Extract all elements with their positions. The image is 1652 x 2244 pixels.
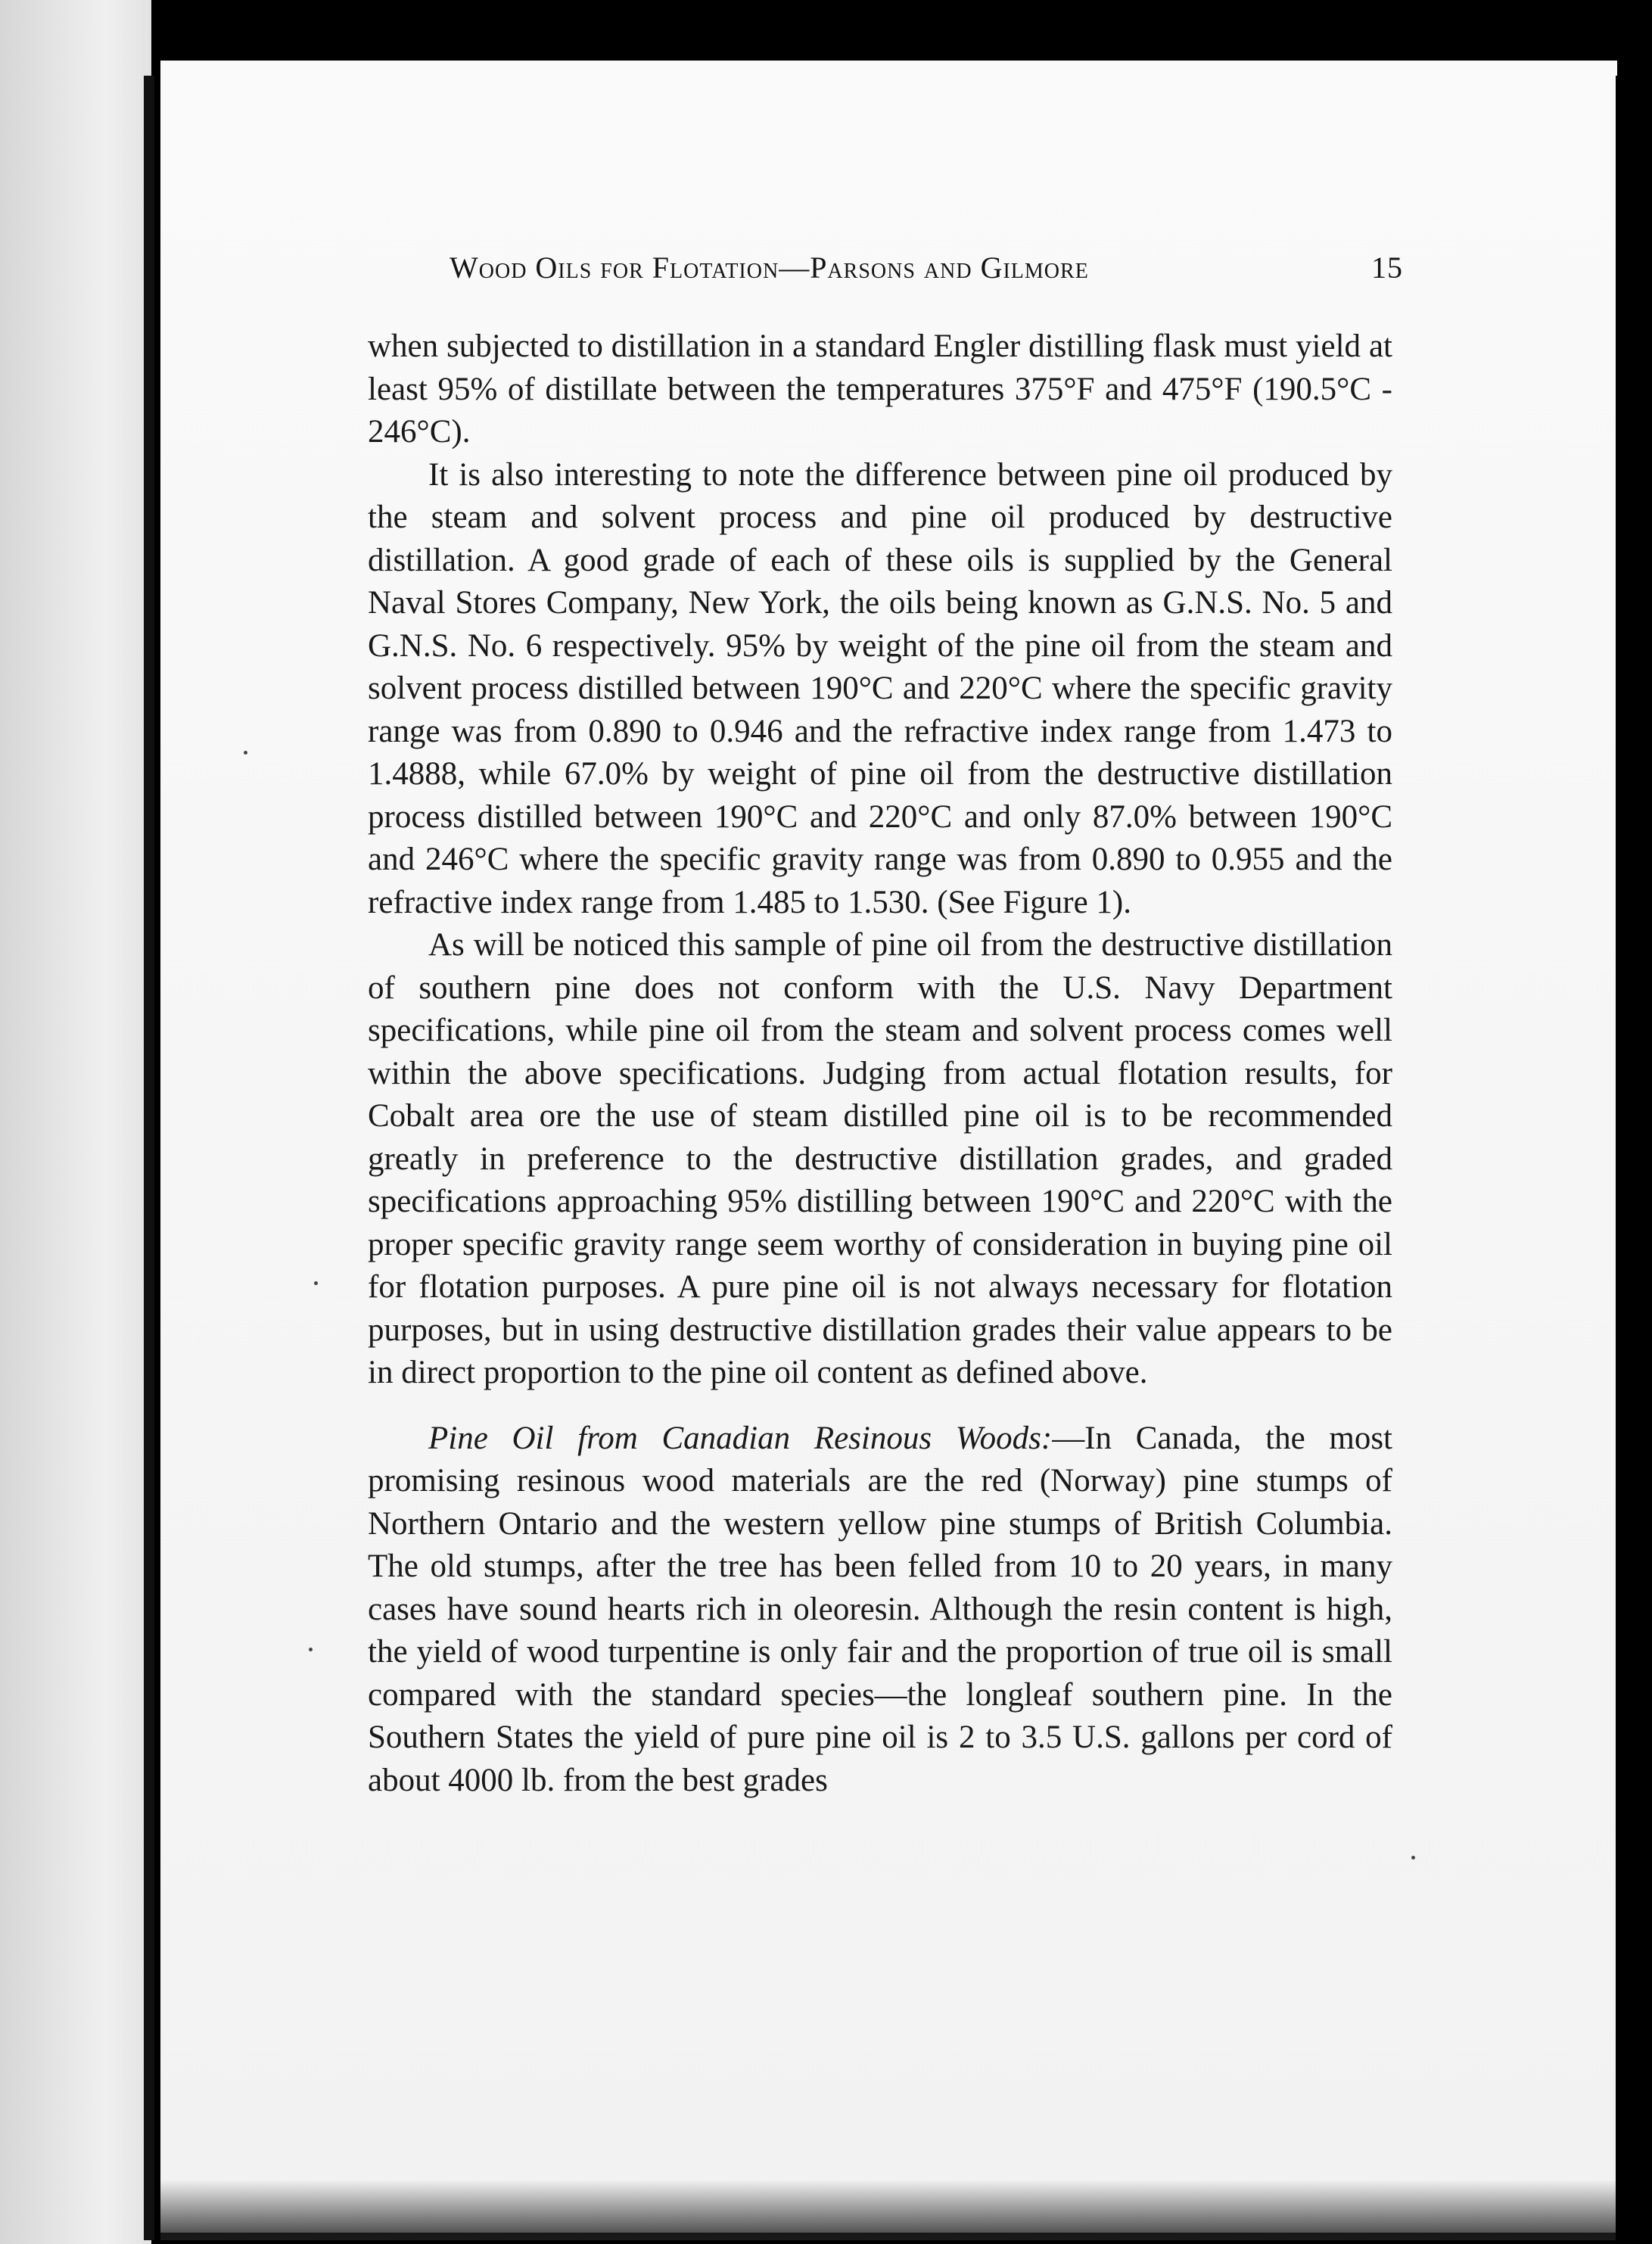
- paragraph: As will be noticed this sample of pine oil from the destructive distillation of southern pine does not conform with the U.S. Navy Department specifications, while pine oil from the steam and solvent process comes well within the above specifications. Judging from actual flotation results, for Cobalt area ore the use of steam distilled pine oil is to be recommended greatly in preference to the destructive distillation grades, and graded specifications approaching 95% distilling between 190°C and 220°C with the proper specific gravity range seem worthy of consideration in buying pine oil for flotation purposes. A pure pine oil is not always necessary for flotation purposes, but in using destructive distillation grades their value appears to be in direct proportion to the pine oil content as defined above.: [368, 927, 1392, 1390]
- scan-speck: [1411, 1856, 1415, 1860]
- running-header: [450, 250, 1403, 298]
- section-paragraph: [368, 1418, 1392, 1803]
- section-text: —In Canada, the most promising resinous wood materials are the red (Norway) pine stumps of Northern Ontario and the western yellow pine stumps of British Columbia. The old stumps, after the tree has been felled from 10 to 20 years, in many cases have sound hearts rich in oleoresin. Although the resin content is high, the yield of wood turpentine is only fair and the proportion of true oil is small compared with the standard species—the longleaf southern pine. In the Southern States the yield of pure pine oil is 2 to 3.5 U.S. gallons per cord of about 4000 lb. from the best grades: [368, 1420, 1392, 1798]
- section-heading: Pine Oil from Canadian Resinous Woods:: [428, 1420, 1053, 1456]
- book-gutter: [144, 76, 154, 2240]
- running-title: Wood Oils for Flotation—Parsons and Gilmore: [450, 251, 1089, 285]
- scan-speck: [244, 751, 247, 755]
- scan-speck: [309, 1648, 313, 1651]
- page-number: 15: [1371, 251, 1403, 285]
- facing-page-edge: [0, 0, 151, 2244]
- paragraph: when subjected to distillation in a standard Engler distilling flask must yield at least 95% of distillate between the temperatures 375°F and 475°F (190.5°C - 246°C).: [368, 328, 1392, 450]
- page-bottom-shadow: [160, 2180, 1617, 2240]
- body-text: [368, 325, 1392, 1802]
- paragraph: It is also interesting to note the difference between pine oil produced by the steam and solvent process and pine oil produced by destructive distillation. A good grade of each of these oils is supplied by the General Naval Stores Company, New York, the oils being known as G.N.S. No. 5 and G.N.S. No. 6 respectively. 95% by weight of the pine oil from the steam and solvent process distilled between 190°C and 220°C where the specific gravity range was from 0.890 to 0.946 and the refractive index range from 1.473 to 1.4888, while 67.0% by weight of pine oil from the destructive distillation process distilled between 190°C and 220°C and only 87.0% between 190°C and 246°C where the specific gravity range was from 0.890 to 0.955 and the refractive index range from 1.485 to 1.530. (See Figure 1).: [368, 456, 1392, 920]
- scan-border: [1616, 76, 1652, 2244]
- scan-speck: [314, 1281, 318, 1285]
